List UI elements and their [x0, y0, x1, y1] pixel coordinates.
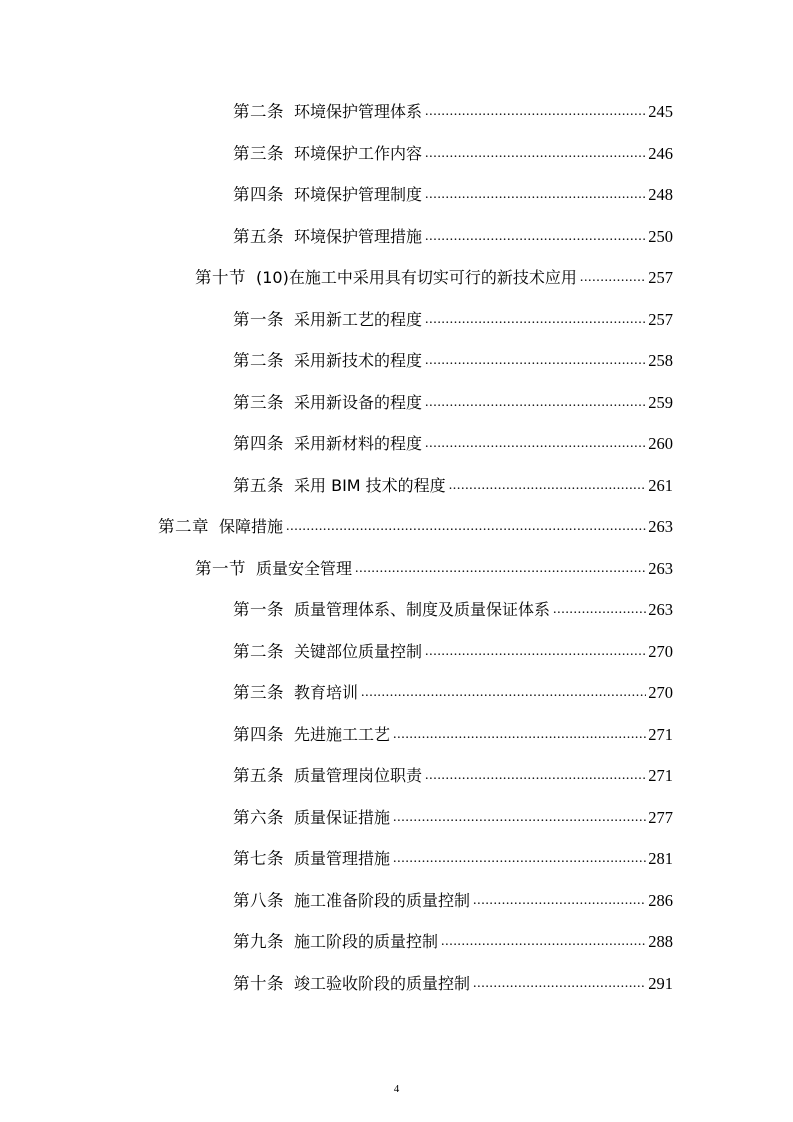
- toc-entry-title: 先进施工工艺: [294, 725, 391, 744]
- toc-dot-leader: [425, 641, 646, 663]
- toc-entry-number: 第一条: [233, 600, 284, 619]
- toc-dot-leader: [425, 433, 646, 455]
- toc-entry[interactable]: [233, 884, 673, 912]
- toc-entry-title: 保障措施: [219, 517, 284, 536]
- toc-entry-title: 竣工验收阶段的质量控制: [294, 974, 471, 993]
- toc-entry-page: 288: [648, 932, 673, 951]
- toc-dot-leader: [580, 267, 646, 289]
- toc-entry-title: 采用新设备的程度: [294, 393, 423, 412]
- toc-entry-title: 施工阶段的质量控制: [294, 932, 439, 951]
- toc-entry-number: 第四条: [233, 725, 284, 744]
- toc-entry-page: 281: [648, 849, 673, 868]
- toc-entry-page: 271: [648, 766, 673, 785]
- toc-entry-page: 259: [648, 393, 673, 412]
- toc-entry[interactable]: [233, 925, 673, 953]
- toc-entry-title: 质量管理体系、制度及质量保证体系: [294, 600, 551, 619]
- toc-dot-leader: [441, 931, 646, 953]
- toc-entry-page: 250: [648, 227, 673, 246]
- toc-entry-title: 施工准备阶段的质量控制: [294, 891, 471, 910]
- toc-entry-title: 采用新工艺的程度: [294, 310, 423, 329]
- toc-entry[interactable]: [233, 801, 673, 829]
- toc-entry-title: 教育培训: [294, 683, 359, 702]
- toc-entry-number: 第二条: [233, 351, 284, 370]
- toc-entry[interactable]: [233, 759, 673, 787]
- toc-entry-title: 采用新材料的程度: [294, 434, 423, 453]
- toc-entry-page: 245: [648, 102, 673, 121]
- toc-entry-page: 277: [648, 808, 673, 827]
- toc-entry-number: 第四条: [233, 185, 284, 204]
- toc-entry-page: 246: [648, 144, 673, 163]
- toc-entry-page: 271: [648, 725, 673, 744]
- toc-entry-number: 第七条: [233, 849, 284, 868]
- toc-entry-page: 257: [648, 268, 673, 287]
- toc-entry-number: 第三条: [233, 144, 284, 163]
- toc-dot-leader: [425, 184, 646, 206]
- toc-entry-number: 第九条: [233, 932, 284, 951]
- toc-dot-leader: [425, 226, 646, 248]
- toc-dot-leader: [361, 682, 646, 704]
- toc-entry-page: 248: [648, 185, 673, 204]
- toc-entry-title: 关键部位质量控制: [294, 642, 423, 661]
- toc-entry[interactable]: [233, 967, 673, 995]
- toc-dot-leader: [553, 599, 646, 621]
- toc-entry-number: 第五条: [233, 766, 284, 785]
- toc-dot-leader: [473, 973, 646, 995]
- toc-entry-number: 第四条: [233, 434, 284, 453]
- toc-entry-title: 质量安全管理: [256, 559, 353, 578]
- toc-dot-leader: [425, 392, 646, 414]
- toc-entry-number: 第一节: [195, 559, 246, 578]
- toc-entry-title: 环境保护管理措施: [294, 227, 423, 246]
- toc-entry[interactable]: [233, 95, 673, 123]
- toc-entry-title: 采用 BIM 技术的程度: [294, 476, 446, 495]
- toc-entry-title: 环境保护管理体系: [294, 102, 423, 121]
- toc-entry-page: 263: [648, 517, 673, 536]
- toc-entry[interactable]: [233, 303, 673, 331]
- toc-entry-page: 286: [648, 891, 673, 910]
- toc-section-entry[interactable]: [195, 552, 673, 580]
- toc-entry-number: 第八条: [233, 891, 284, 910]
- toc-dot-leader: [393, 724, 646, 746]
- toc-dot-leader: [425, 143, 646, 165]
- toc-entry-number: 第二条: [233, 642, 284, 661]
- toc-entry[interactable]: [233, 220, 673, 248]
- toc-dot-leader: [393, 848, 646, 870]
- toc-entry-number: 第五条: [233, 227, 284, 246]
- toc-entry[interactable]: [233, 718, 673, 746]
- toc-entry-page: 263: [648, 600, 673, 619]
- toc-entry-number: 第五条: [233, 476, 284, 495]
- toc-entry-number: 第一条: [233, 310, 284, 329]
- toc-section-entry[interactable]: [195, 261, 673, 289]
- toc-dot-leader: [449, 475, 647, 497]
- toc-entry-title: 质量管理岗位职责: [294, 766, 423, 785]
- toc-entry[interactable]: [233, 635, 673, 663]
- toc-entry-number: 第二条: [233, 102, 284, 121]
- toc-entry-title: (10)在施工中采用具有切实可行的新技术应用: [256, 268, 577, 287]
- toc-entry-page: 257: [648, 310, 673, 329]
- toc-entry[interactable]: [233, 178, 673, 206]
- toc-entry[interactable]: [233, 842, 673, 870]
- toc-entry-title: 质量保证措施: [294, 808, 391, 827]
- toc-dot-leader: [425, 101, 646, 123]
- toc-dot-leader: [473, 890, 646, 912]
- toc-entry[interactable]: [233, 593, 673, 621]
- toc-dot-leader: [425, 350, 646, 372]
- toc-entry-page: 263: [648, 559, 673, 578]
- toc-entry[interactable]: [233, 344, 673, 372]
- toc-entry[interactable]: [233, 469, 673, 497]
- toc-entry-number: 第六条: [233, 808, 284, 827]
- toc-entry-number: 第二章: [158, 517, 209, 536]
- footer-page-number: 4: [393, 1083, 400, 1095]
- toc-dot-leader: [286, 516, 646, 538]
- toc-dot-leader: [355, 558, 646, 580]
- toc-entry[interactable]: [233, 386, 673, 414]
- toc-entry-page: 261: [648, 476, 673, 495]
- toc-dot-leader: [425, 765, 646, 787]
- toc-chapter-entry[interactable]: [158, 510, 673, 538]
- toc-entry[interactable]: [233, 137, 673, 165]
- toc-dot-leader: [393, 807, 646, 829]
- toc-entry-number: 第十条: [233, 974, 284, 993]
- toc-entry-number: 第十节: [195, 268, 246, 287]
- toc-entry-title: 采用新技术的程度: [294, 351, 423, 370]
- toc-entry-page: 270: [648, 683, 673, 702]
- toc-entry-title: 质量管理措施: [294, 849, 391, 868]
- toc-entry-page: 258: [648, 351, 673, 370]
- toc-entry[interactable]: [233, 427, 673, 455]
- toc-dot-leader: [425, 309, 646, 331]
- toc-entry-title: 环境保护管理制度: [294, 185, 423, 204]
- toc-entry-page: 270: [648, 642, 673, 661]
- toc-entry[interactable]: [233, 676, 673, 704]
- toc-entry-number: 第三条: [233, 393, 284, 412]
- toc-entry-title: 环境保护工作内容: [294, 144, 423, 163]
- toc-entry-page: 291: [648, 974, 673, 993]
- toc-entry-page: 260: [648, 434, 673, 453]
- toc-entry-number: 第三条: [233, 683, 284, 702]
